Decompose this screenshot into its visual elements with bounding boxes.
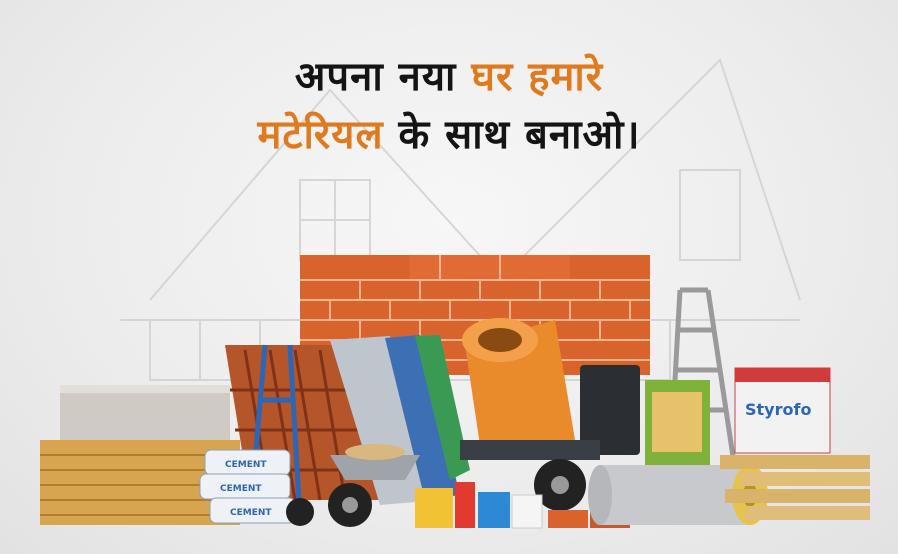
headline-accent-text: मटेरियल [257, 112, 384, 158]
cement-bag-label: CEMENT [225, 460, 267, 470]
cement-bag-label: CEMENT [230, 508, 272, 518]
insulation-label: Styrofo [745, 400, 812, 419]
headline-text: अपना नया [294, 54, 457, 100]
headline [0, 48, 898, 164]
headline-text: के साथ बनाओ। [398, 112, 641, 158]
cement-bag-label: CEMENT [220, 484, 262, 494]
insulation-packs [645, 368, 830, 465]
cement-bags [200, 450, 295, 523]
headline-line-2 [0, 106, 898, 164]
headline-line-1 [0, 48, 898, 106]
headline-accent-text: घर हमारे [471, 54, 604, 100]
